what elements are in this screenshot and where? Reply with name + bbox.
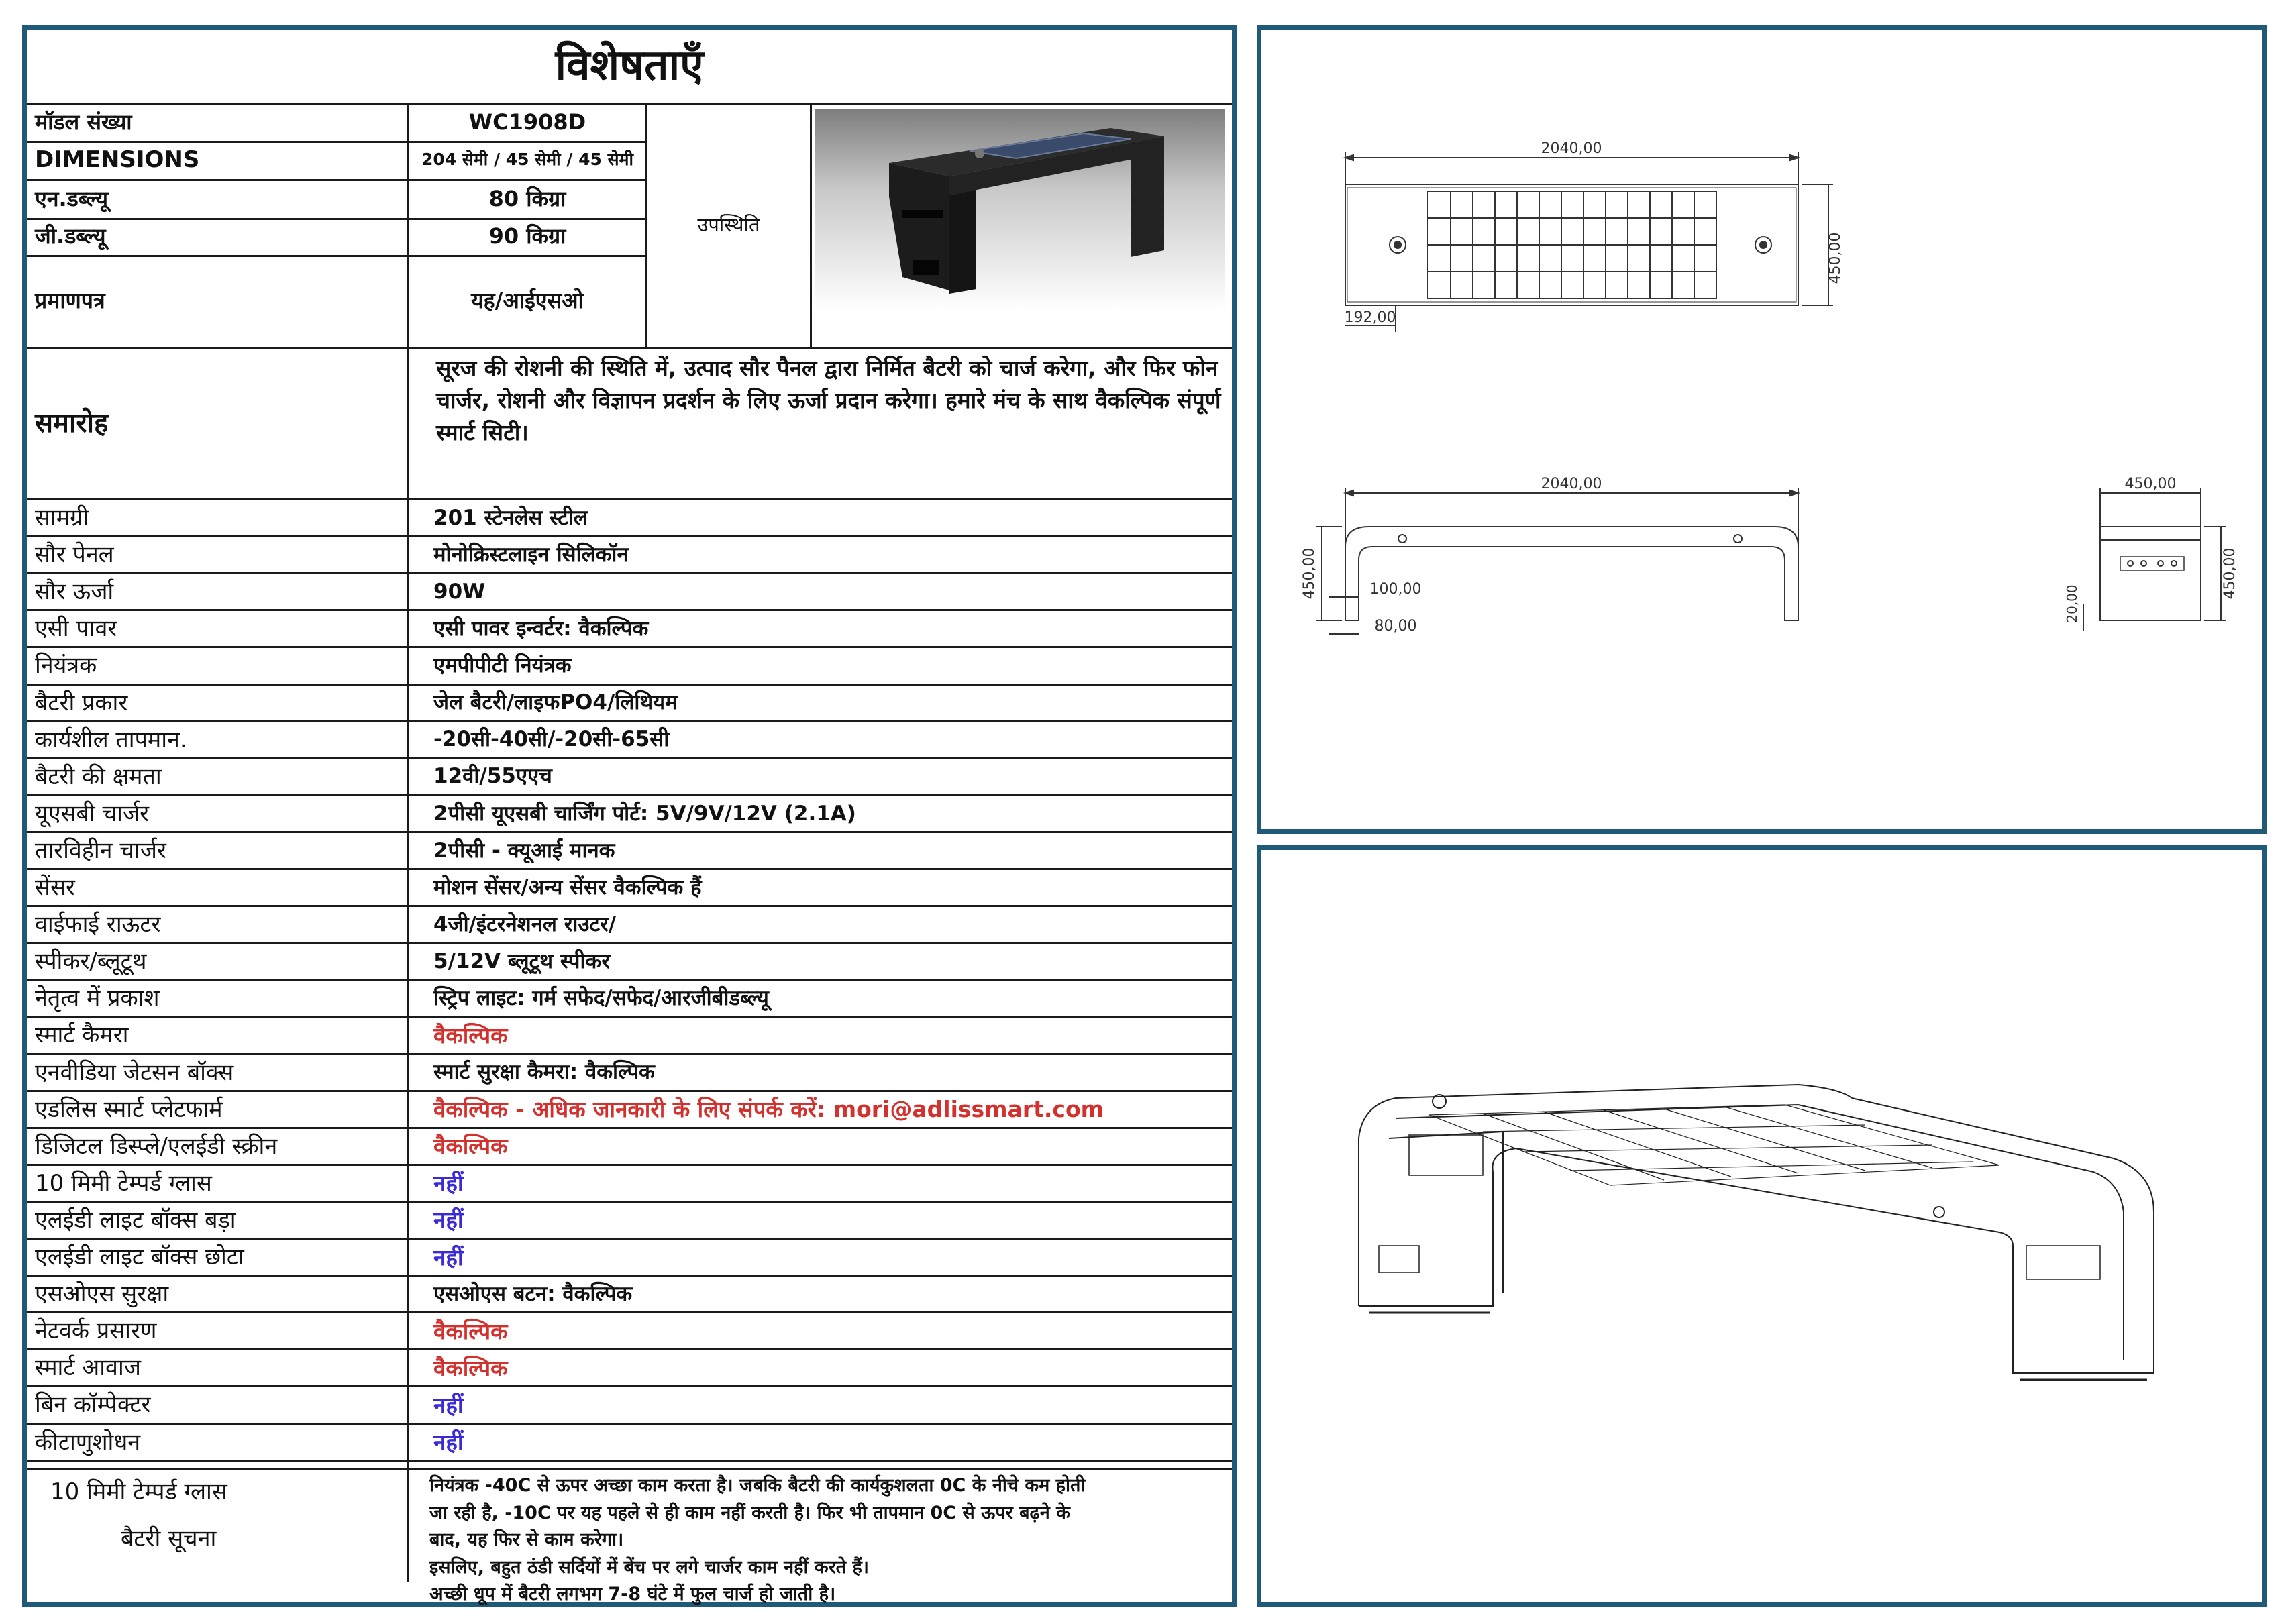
spec-row-value: जेल बैटरी/लाइफPO4/लिथियम — [433, 690, 678, 715]
spec-row-label: एलईडी लाइट बॉक्स बड़ा — [35, 1206, 236, 1234]
spec-row-label: यूएसबी चार्जर — [35, 800, 150, 827]
top-view — [1345, 140, 1844, 332]
leg-inner-dim: 100,00 — [1369, 581, 1422, 598]
spec-row-value: 4जी/इंटरनेशनल राउटर/ — [433, 912, 617, 936]
spec-row-label: सेंसर — [35, 874, 75, 901]
spec-row-value: 5/12V ब्लूटूथ स्पीकर — [433, 949, 610, 973]
spec-row-value: मोशन सेंसर/अन्य सेंसर वैकल्पिक हैं — [433, 875, 702, 900]
spec-row-value: वैकल्पिक - अधिक जानकारी के लिए संपर्क करें: mori@adlissmart.com — [433, 1096, 1104, 1123]
top-offset-dim: 192,00 — [1344, 309, 1396, 326]
spec-row-label: स्पीकर/ब्लूटूथ — [35, 948, 147, 975]
isometric-view-panel — [1257, 845, 2267, 1607]
spec-row-label: एसओएस सुरक्षा — [35, 1281, 169, 1308]
header-row-label: जी.डब्ल्यू — [35, 223, 106, 250]
spec-row-label: बिन कॉम्पेक्टर — [35, 1391, 151, 1419]
front-width-dim: 2040,00 — [1541, 476, 1602, 492]
header-row-label: एन.डब्ल्यू — [35, 185, 109, 211]
spec-row-value: एसी पावर इन्वर्टर: वैकल्पिक — [433, 616, 649, 641]
spec-row-value: नहीं — [433, 1429, 464, 1456]
spec-row-value: 12वी/55एएच — [433, 764, 552, 789]
spec-row-label: वाईफाई राऊटर — [35, 911, 161, 938]
spec-row-value: वैकल्पिक — [433, 1133, 508, 1160]
header-row-value: WC1908D — [468, 109, 586, 136]
spec-row-value: नहीं — [433, 1391, 464, 1418]
isometric-drawing — [1261, 850, 2262, 1602]
spec-row-label: स्मार्ट कैमरा — [35, 1022, 129, 1049]
spec-row-value: 201 स्टेनलेस स्टील — [433, 505, 588, 530]
spec-row-value: 90W — [433, 579, 486, 604]
spec-row-label: एनवीडिया जेटसन बॉक्स — [35, 1059, 234, 1086]
spec-row-label: सौर पेनल — [35, 541, 114, 569]
battery-label-1: 10 मिमी टेम्पर्ड ग्लास — [50, 1478, 227, 1506]
spec-row-label: कार्यशील तापमान. — [35, 726, 187, 753]
technical-drawings — [1261, 30, 2262, 829]
battery-note-line: इसलिए, बहुत ठंडी सर्दियों में बेंच पर लगे चार्जर काम नहीं करते हैं। — [429, 1556, 870, 1578]
appearance-label: उपस्थिति — [697, 213, 760, 237]
front-view — [1301, 476, 1798, 635]
battery-note-line: जा रही है, -10C पर यह पहले से ही काम नहीं करती है। फिर भी तापमान 0C से ऊपर बढ़ने के — [429, 1502, 1070, 1523]
technical-drawing-panel — [1257, 25, 2267, 834]
spec-row-label: नेटवर्क प्रसारण — [35, 1317, 157, 1345]
spec-row-value: -20सी-40सी/-20सी-65सी — [433, 727, 670, 752]
spec-row-value: मोनोक्रिस्टलाइन सिलिकॉन — [433, 542, 629, 567]
spec-row-label: एलईडी लाइट बॉक्स छोटा — [35, 1244, 244, 1270]
page-title: विशेषताएँ — [555, 41, 704, 91]
spec-row-label: 10 मिमी टेम्पर्ड ग्लास — [35, 1169, 212, 1197]
spec-row-value: 2पीसी यूएसबी चार्जिंग पोर्ट: 5V/9V/12V (2.1A) — [433, 801, 856, 826]
battery-note-line: नियंत्रक -40C से ऊपर अच्छा काम करता है। जबकि बैटरी की कार्यकुशलता 0C के नीचे कम होती — [429, 1475, 1086, 1496]
spec-row-value: स्ट्रिप लाइट: गर्म सफेद/सफेद/आरजीबीडब्ल्यू — [433, 986, 769, 1011]
spec-row-label: बैटरी प्रकार — [35, 689, 128, 716]
front-height-dim: 450,00 — [1301, 547, 1318, 600]
spec-row-value: नहीं — [433, 1170, 464, 1197]
spec-row-label: नियंत्रक — [35, 652, 97, 680]
spec-row-value: वैकल्पिक — [433, 1354, 508, 1381]
battery-label-2: बैटरी सूचना — [121, 1525, 217, 1553]
top-width-dim: 2040,00 — [1541, 140, 1602, 157]
header-row-value: 90 किग्रा — [488, 223, 566, 250]
solar-bench-image — [815, 109, 1225, 311]
spec-row-value: एमपीपीटी नियंत्रक — [433, 653, 572, 678]
spec-row-value: एसओएस बटन: वैकल्पिक — [433, 1281, 633, 1306]
function-description: सूरज की रोशनी की स्थिति में, उत्पाद सौर पैनल द्वारा निर्मित बैटरी को चार्ज करेगा, और फिर फोन चार्जर, रोशनी और विज्ञापन प्रदर्शन के लिए ऊर्जा प्रदान करेगा। हमारे मंच के साथ वैकल्पिक संपूर्ण स्मार्ट सिटी। — [436, 355, 1221, 445]
header-row-label: DIMENSIONS — [35, 146, 200, 173]
spec-row-label: स्मार्ट आवाज — [35, 1354, 141, 1382]
side-height-dim: 450,00 — [2222, 547, 2238, 600]
spec-row-label: नेतृत्व में प्रकाश — [35, 985, 160, 1012]
header-row-label: मॉडल संख्या — [35, 109, 132, 136]
spec-row-value: वैकल्पिक — [433, 1022, 508, 1048]
spec-row-label: सौर ऊर्जा — [35, 578, 114, 606]
spec-row-label: कीटाणुशोधन — [35, 1428, 141, 1456]
spec-row-value: नहीं — [433, 1244, 464, 1270]
spec-row-label: डिजिटल डिस्प्ले/एलईडी स्क्रीन — [35, 1132, 278, 1160]
foot-height-dim: 20,00 — [2064, 584, 2080, 623]
specification-table — [22, 25, 1237, 1607]
header-row-value: यह/आईएसओ — [471, 288, 584, 314]
side-view — [2064, 476, 2238, 631]
function-label: समारोह — [35, 408, 109, 439]
spec-row-value: नहीं — [433, 1207, 464, 1234]
product-photo — [815, 109, 1225, 311]
spec-row-label: सामग्री — [35, 504, 89, 531]
leg-outer-dim: 80,00 — [1374, 618, 1417, 635]
header-row-label: प्रमाणपत्र — [35, 288, 105, 314]
spec-row-label: एसी पावर — [35, 615, 117, 643]
spec-row-label: तारविहीन चार्जर — [35, 836, 166, 864]
spec-row-value: वैकल्पिक — [433, 1317, 508, 1344]
spec-row-value: 2पीसी - क्यूआई मानक — [433, 838, 615, 863]
battery-note — [429, 1472, 1228, 1605]
top-depth-dim: 450,00 — [1827, 232, 1844, 284]
battery-note-line: अच्छी धूप में बैटरी लगभग 7-8 घंटे में फुल चार्ज हो जाती है। — [429, 1584, 836, 1605]
spec-row-label: एडलिस स्मार्ट प्लेटफार्म — [35, 1095, 223, 1123]
spec-row-label: बैटरी की क्षमता — [35, 763, 162, 790]
header-row-value: 204 सेमी / 45 सेमी / 45 सेमी — [421, 150, 633, 170]
battery-note-line: बाद, यह फिर से काम करेगा। — [429, 1529, 624, 1550]
header-row-value: 80 किग्रा — [488, 185, 566, 211]
side-width-dim: 450,00 — [2124, 476, 2177, 492]
spec-row-value: स्मार्ट सुरक्षा कैमरा: वैकल्पिक — [433, 1060, 655, 1085]
